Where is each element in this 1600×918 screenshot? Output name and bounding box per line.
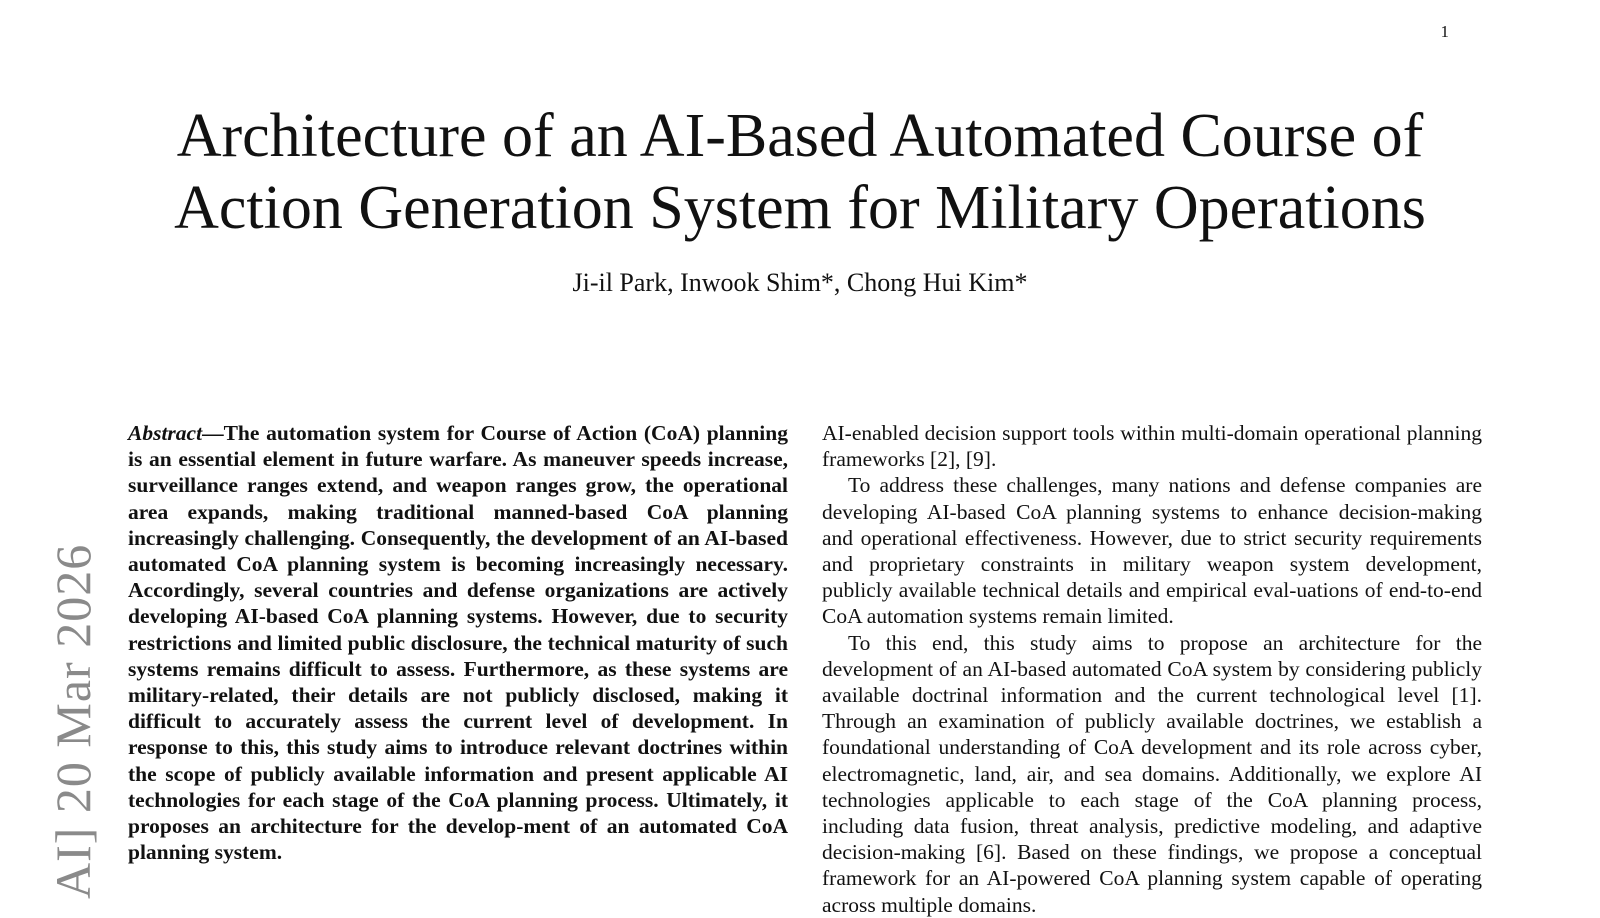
author-list: Ji-il Park, Inwook Shim*, Chong Hui Kim* xyxy=(572,268,1028,297)
abstract-paragraph xyxy=(128,420,788,865)
body-paragraph-3: To this end, this study aims to propose an architecture for the development of an AI-based automated CoA system by considering publicly available doctrinal information and the current technological level [1]. Through an examination of publicly available doctrines, we establish a foundational understanding of CoA development and its role across cyber, electromagnetic, land, air, and sea domains. Additionally, we explore AI technologies applicable to each stage of the CoA planning process, including data fusion, threat analysis, predictive modeling, and adaptive decision-making [6]. Based on these findings, we propose a conceptual framework for an AI-powered CoA planning system capable of operating across multiple domains. xyxy=(822,630,1482,917)
abstract-label: Abstract xyxy=(128,421,203,445)
introduction-column xyxy=(822,420,1482,918)
body-paragraph-1: AI-enabled decision support tools within multi-domain operational planning frameworks [2], [9]. xyxy=(822,421,1482,472)
page-number: 1 xyxy=(1440,22,1449,41)
abstract-dash: — xyxy=(202,421,224,445)
abstract-text: The automation system for Course of Action (CoA) planning is an essential element in future warfare. As maneuver speeds increase, surveillance ranges extend, and weapon ranges grow, the operational area expands, making traditional manned-based CoA planning increasingly challenging. Consequently, the development of an AI-based automated CoA planning system is becoming increasingly necessary. Accordingly, several countries and defense organizations are actively developing AI-based CoA planning systems. However, due to security restrictions and limited public disclosure, the technical maturity of such systems remains difficult to assess. Furthermore, as these systems are military-related, their details are not publicly disclosed, making it difficult to accurately assess the current level of development. In response to this, this study aims to introduce relevant doctrines within the scope of publicly available information and present applicable AI technologies for each stage of the CoA planning process. Ultimately, it proposes an architecture for the develop-ment of an automated CoA planning system. xyxy=(128,421,788,865)
title-line-2: Action Generation System for Military Operations xyxy=(174,174,1426,242)
body-paragraph-2: To address these challenges, many nations and defense companies are developing AI-based CoA planning systems to enhance decision-making and operational effectiveness. However, due to strict security requirements and proprietary constraints in military weapon system development, publicly available technical details and empirical eval-uations of end-to-end CoA automation systems remain limited. xyxy=(822,473,1482,629)
title-line-1: Architecture of an AI-Based Automated Course of xyxy=(176,102,1424,170)
paper-title xyxy=(0,100,1600,244)
abstract-column xyxy=(128,420,788,865)
arxiv-side-stamp: AI] 20 Mar 2026 xyxy=(45,543,101,899)
